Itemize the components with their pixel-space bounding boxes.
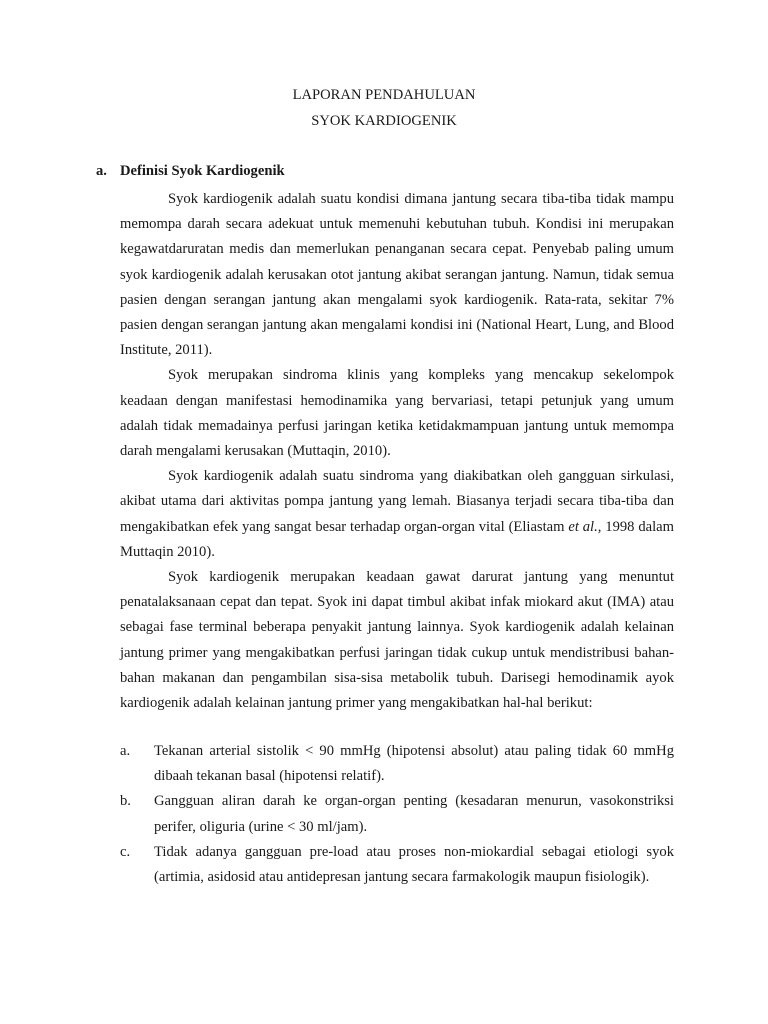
list-item-text: Gangguan aliran darah ke organ-organ penting (kesadaran menurun, vasokonstriksi perifer, oliguria (urine < 30 ml/jam). (154, 793, 674, 835)
paragraph: Syok kardiogenik merupakan keadaan gawat darurat jantung yang menuntut penatalaksanaan cepat dan tepat. Syok ini dapat timbul akibat infak miokard akut (IMA) atau sebagai fase terminal beberapa penyakit jantung lainnya. Syok kardiogenik adalah kelainan jantung primer yang mengakibatkan perfusi jaringan tidak cukup untuk mendistribusi bahan-bahan makanan dan pengambilan sisa-sisa metabolik tubuh. Darisegi hemodinamik ayok kardiogenik adalah kelainan jantung primer yang mengakibatkan hal-hal berikut: (120, 569, 674, 712)
list-item (120, 840, 674, 890)
section-heading-text: Definisi Syok Kardiogenik (120, 163, 285, 179)
list-item-marker: b. (120, 793, 131, 810)
document-subtitle: SYOK KARDIOGENIK (311, 113, 457, 129)
paragraph (120, 464, 674, 565)
paragraph: Syok kardiogenik adalah suatu kondisi dimana jantung secara tiba-tiba tidak mampu memompa darah secara adekuat untuk memenuhi kebutuhan tubuh. Kondisi ini merupakan kegawatdaruratan medis dan memerlukan penanganan secara cepat. Penyebab paling umum syok kardiogenik adalah kerusakan otot jantung akibat serangan jantung. Namun, tidak semua pasien dengan serangan jantung akan mengalami syok kardiogenik. Rata-rata, sekitar 7% pasien dengan serangan jantung akan mengalami kondisi ini (National Heart, Lung, and Blood Institute, 2011). (120, 191, 674, 359)
section-marker: a. (96, 163, 107, 179)
paragraph: Syok merupakan sindroma klinis yang kompleks yang mencakup sekelompok keadaan dengan manifestasi hemodinamika yang bervariasi, tetapi petunjuk yang umum adalah tidak memadainya perfusi jaringan ketika ketidakmampuan jantung untuk memompa darah mengalami kerusakan (Muttaqin, 2010). (120, 367, 674, 460)
list-item (120, 739, 674, 789)
paragraph-text: 1998 dalam Muttaqin 2010). (120, 518, 674, 560)
list-item-text: Tidak adanya gangguan pre-load atau proses non-miokardial sebagai etiologi syok (artimia, asidosid atau antidepresan jantung secara farmakologik maupun fisiologik). (154, 843, 674, 886)
paragraph-text: Syok kardiogenik adalah suatu sindroma yang diakibatkan oleh gangguan sirkulasi, akibat utama dari aktivitas pompa jantung yang lemah. Biasanya terjadi secara tiba-tiba dan mengakibatkan efek yang sangat besar terhadap organ-organ vital (Eliastam (120, 468, 674, 535)
list-item-marker: c. (120, 843, 131, 860)
document-title: LAPORAN PENDAHULUAN (292, 87, 476, 103)
section-heading (96, 162, 285, 180)
section-body (120, 187, 674, 716)
citation-italic: et al., (568, 518, 602, 535)
list-item (120, 789, 674, 839)
criteria-list (120, 739, 674, 890)
list-item-text: Tekanan arterial sistolik < 90 mmHg (hipotensi absolut) atau paling tidak 60 mmHg dibaah tekanan basal (hipotensi relatif). (154, 743, 674, 785)
list-item-marker: a. (120, 743, 131, 759)
